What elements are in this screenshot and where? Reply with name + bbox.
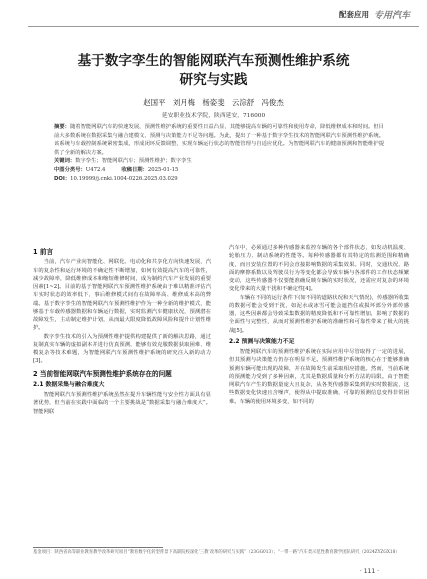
right-column [229, 244, 409, 406]
section-1-heading: 1 前言 [33, 248, 54, 256]
title-line-2: 研究与实践 [179, 72, 248, 88]
received-label: 收稿日期： [121, 166, 148, 173]
body-paragraph: 当前，汽车产业向智能化、网联化、电动化和共享化方向快速发展，汽车的复杂性和运行环境的不确定性不断增加，如何有效提高汽车的可靠性，减少故障率，降低维修成本和缩短维修时间，成为制约汽车产业发展的重要因素[1~2]。目前的基于智能网联汽车预测性维护系统由于难以精准评估汽车实时状态的效率低下，事后维修模式间有在故障率高、维修成本高的弊端。基于数字孪生的智能网联汽车预测性维护作为一种全新的维护模式，能够基于车载传感器数据和车辆运行数据，实时监测汽车健康状况，预测潜在故障发生，主动制定维护计划，从而最大限度降低故障风险和提升计划性维护。 [33, 259, 211, 332]
body-paragraph: 汽车中，必须通过多种传感器来监控车辆的各个部件状态，如发动机温度、轮胎压力、制动系统的性能等。每种传感器都有其特定的监测范围和精确度，而且安装位置的不同会直接影响数据的采集效果。同时，交通状况、路面的摩擦系数以及驾驶员行为等变化都会导致车辆与各部件的工作状态频繁变动，这些传感器不仅要能准确反映车辆的实时状况，还需应对复杂的环境变化带来的大量干扰和不确定性[4]。 [229, 245, 409, 293]
header-rule [28, 26, 419, 27]
keywords-text: 数字孪生；智能网联汽车；预测性维护；数字孪生 [75, 158, 192, 165]
column-name: 配套应用 [339, 9, 369, 19]
section-2-heading: 2 当前智能网联汽车预测性维护系统存在的问题 [33, 369, 172, 378]
column-tag [339, 6, 417, 22]
abstract [54, 123, 384, 157]
authors: 赵国平 刘月梅 杨姿斐 云淙舒 冯俊杰 [143, 98, 284, 107]
paper-title [20, 52, 407, 90]
clc-label: 中图分类号： [54, 166, 86, 173]
doi-line [54, 175, 384, 184]
page-number: · 111 · [359, 568, 379, 575]
affiliation: 延安职业技术学院，陕西延安，716000 [161, 113, 266, 119]
body-paragraph: 数字孪生技术的引入为预测性维护提供构建提供了新的解决思路，通过复制真实车辆的虚拟副本并进行仿真预测，能够有效克服数据获取困难、维模复杂等技术难题，为智能网联汽车预测性维护系统的研究注入新的动力[3]。 [33, 333, 211, 365]
body-paragraph: 智能网联汽车的预测性维护系统在实际应用中尽管取得了一定的进展，但其预测与决策能力仍存在明显不足。预测性维护系统的核心在于能够准确预测车辆可能出现的故障，并在故障发生前采取相应措施。然而，当前系统的预测能力受到了多种因素，尤其是数据质量和分析方法的局限。由于智能网联汽车产生的数据量庞大且复杂，从各类传感器采集到的实时数据流，这些数据变化快速且含噪声，使得从中提取准确、可靠的预测信息变得非常困难。车辆的使用环境多变，如不同的 [229, 349, 409, 405]
body-paragraph: 车辆在不同的运行条件下(如不同的道路状况和天气情况)，传感器所收集的数据可能会受到干扰，如泥水或冰雪可能会遮挡住或损坏部分外部传感器，这些因素都会导致采集数据的精度降低和不可靠性增加，影响了数据的全面性与完整性，从而对预测性维护系统的准确性和可靠性带来了极大的挑战[5]。 [229, 294, 409, 334]
classification-line [54, 166, 384, 175]
keywords [54, 157, 384, 166]
title-line-1: 基于数字孪生的智能网联汽车预测性维护系统 [77, 53, 350, 69]
footnote-rule [33, 547, 163, 548]
keywords-label: 关键词： [54, 158, 76, 165]
left-column [33, 244, 211, 416]
funding-footnote: 基金项目：陕西省高等职业教育教学改革研究项目“教育数字化转型背景下高职院校深化‘三教’改革的研究与实践”（23GG013）；“一带一路”汽车类示范性教育教学团队研究（2024ZYZGX18） [33, 550, 400, 555]
doi-label: DOI： [54, 175, 71, 182]
abstract-block [54, 123, 384, 183]
logo-text: 专用汽车 [374, 11, 411, 20]
abstract-text: 随着智能网联汽车的快速发展，预测性维护系统的重要性日益凸显，其能够提高车辆的可靠性和使用寿命，降低维修成本和时间。但目前大多数系统在数据采集与融合建模文、预测与决策能力不足等问题。为此，提出了一种基于数字孪生技术的智能网联汽车预测性维护系统。该系统与车载控制系统紧密集成，形成闭环反馈调整，实现车辆运行状态的智能管理与自适应优化。为智能网联汽车的健康预测和智能维护提供了全新的解决方案。 [54, 124, 384, 156]
received-date: 2025-01-15 [147, 166, 179, 173]
journal-logo-icon [373, 8, 417, 20]
doi-value: 10.19999/j.cnki.1004-0226.2025.03.029 [70, 175, 178, 182]
section-2-1-heading: 2.1 数据采集与融合难度大 [33, 381, 105, 388]
section-2-2-heading: 2.2 预测与决策能力不足 [229, 338, 295, 345]
clc-value: U472.4 [85, 166, 106, 173]
abstract-label: 摘要： [54, 124, 70, 130]
body-paragraph: 智能网联汽车预测性维护系统虽然在提升车辆性能与安全性方面具有显著优势，但当前在实践中面临的一个主要挑战是“数据采集与融合难度大”。智能网联 [33, 392, 211, 415]
